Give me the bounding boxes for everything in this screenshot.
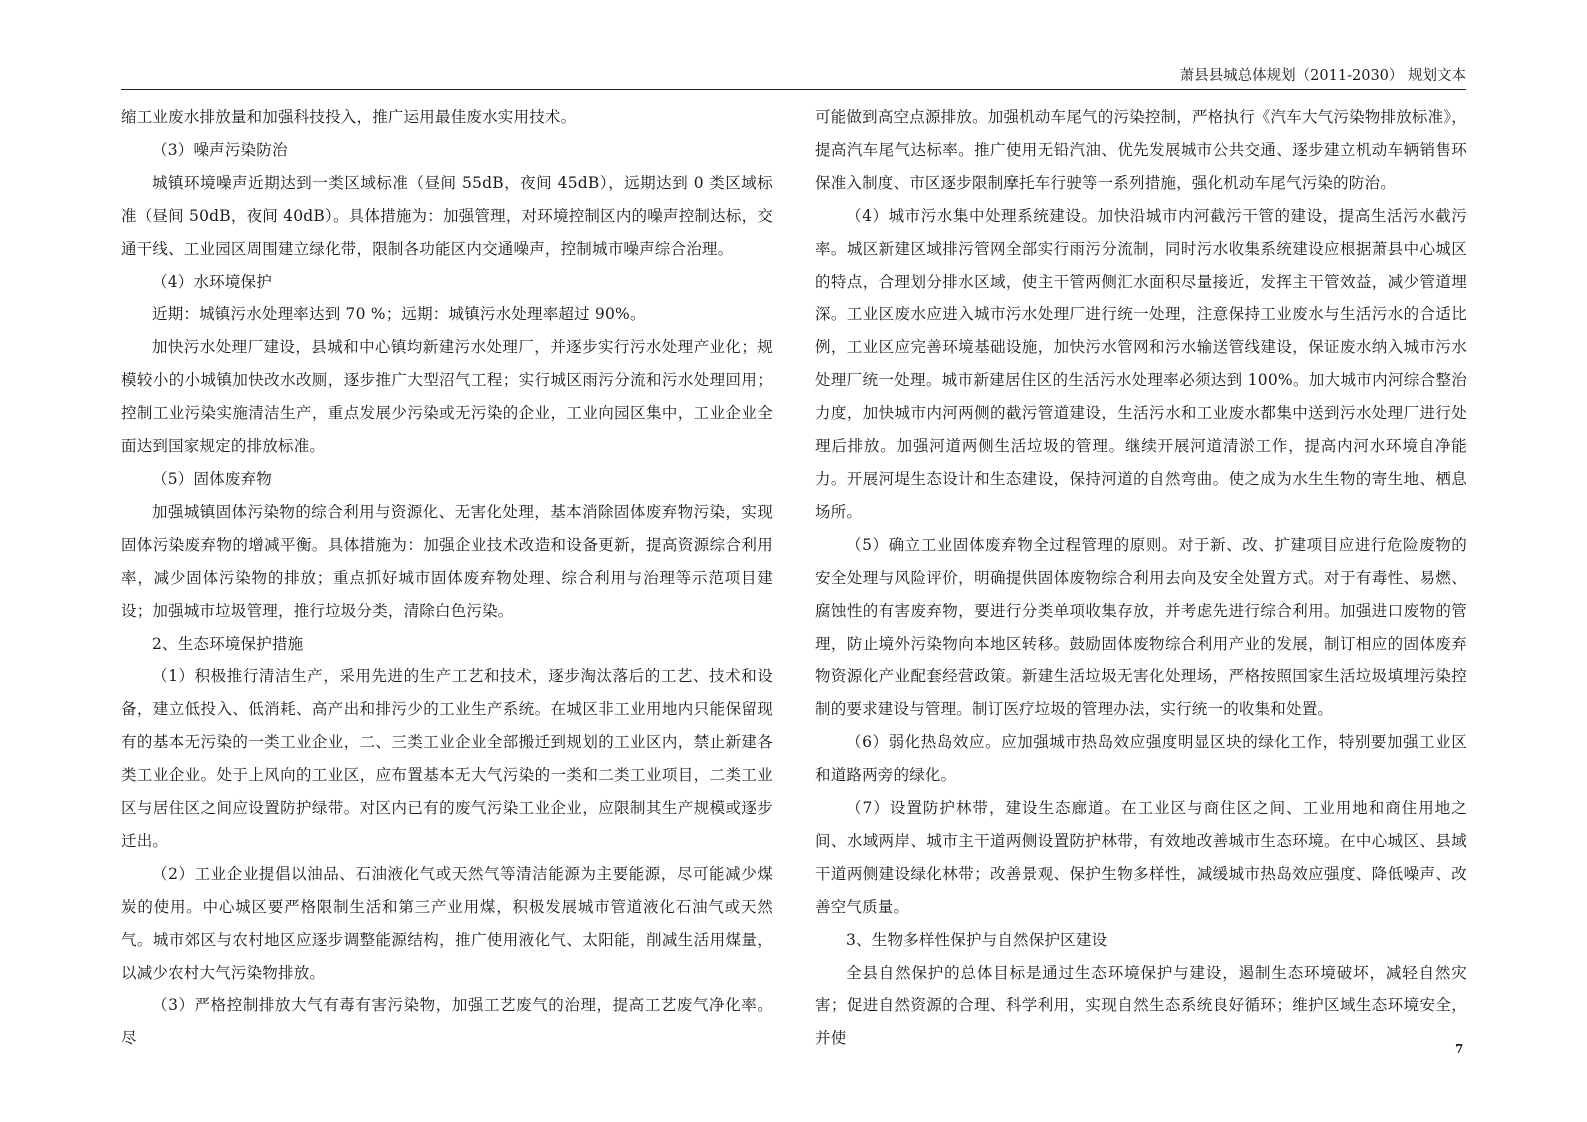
paragraph: 全县自然保护的总体目标是通过生态环境保护与建设，遏制生态环境破坏，减轻自然灾害；促进自然资源的合理、科学利用，实现自然生态系统良好循环；维护区域生态环境安全，并使 [815,963,1467,1048]
section-heading-water: （4）水环境保护 [152,272,272,291]
section-heading-noise: （3）噪声污染防治 [152,140,288,159]
paragraph: （3）严格控制排放大气有毒有害污染物，加强工艺废气的治理，提高工艺废气净化率。尽 [121,996,773,1048]
paragraph: （1）积极推行清洁生产，采用先进的生产工艺和技术，逐步淘汰落后的工艺、技术和设备，建立低投入、低消耗、高产出和排污少的工业生产系统。在城区非工业用地内只能保留现有的基本无污染的一类工业企业，二、三类工业企业全部搬迁到规划的工业区内，禁止新建各类工业企业。处于上风向的工业区，应布置基本无大气污染的一类和二类工业项目，二类工业区与居住区之间应设置防护绿带。对区内已有的废气污染工业企业，应限制其生产规模或逐步迁出。 [121,667,773,850]
page-number: 7 [1455,1042,1464,1056]
document-header-title: 萧县县城总体规划（2011-2030） 规划文本 [1179,68,1466,84]
paragraph: 城镇环境噪声近期达到一类区域标准（昼间 55dB，夜间 45dB），远期达到 0 类区域标准（昼间 50dB，夜间 40dB）。具体措施为：加强管理，对环境控制区内的噪声控制达标，交通干线、工业园区周围建立绿化带，限制各功能区内交通噪声，控制城市噪声综合治理。 [121,173,773,258]
paragraph: 近期：城镇污水处理率达到 70 %；远期：城镇污水处理率超过 90%。 [152,305,646,324]
paragraph: （4）城市污水集中处理系统建设。加快沿城市内河截污干管的建设，提高生活污水截污率。城区新建区域排污管网全部实行雨污分流制，同时污水收集系统建设应根据萧县中心城区的特点，合理划分排水区域，使主干管两侧汇水面积尽量接近，发挥主干管效益，减少管道埋深。工业区废水应进入城市污水处理厂进行统一处理，注意保持工业废水与生活污水的合适比例，工业区应完善环境基础设施，加快污水管网和污水输送管线建设，保证废水纳入城市污水处理厂统一处理。城市新建居住区的生活污水处理率必须达到 100%。加大城市内河综合整治力度，加快城市内河两侧的截污管道建设，生活污水和工业废水都集中送到污水处理厂进行处理后排放。加强河道两侧生活垃圾的管理。继续开展河道清淤工作，提高内河水环境自净能力。开展河堤生态设计和生态建设，保持河道的自然弯曲。使之成为水生生物的寄生地、栖息场所。 [815,206,1467,521]
paragraph: （2）工业企业提倡以油品、石油液化气或天然气等清洁能源为主要能源，尽可能减少煤炭的使用。中心城区要严格限制生活和第三产业用煤，积极发展城市管道液化石油气或天然气。城市郊区与农村地区应逐步调整能源结构，推广使用液化气、太阳能，削减生活用煤量，以减少农村大气污染物排放。 [121,864,773,982]
section-heading-ecology: 2、生态环境保护措施 [152,634,304,653]
section-heading-biodiversity: 3、生物多样性保护与自然保护区建设 [846,930,1108,949]
paragraph: （7）设置防护林带，建设生态廊道。在工业区与商住区之间、工业用地和商住用地之间、水域两岸、城市主干道两侧设置防护林带，有效地改善城市生态环境。在中心城区、县域干道两侧建设绿化林带；改善景观、保护生物多样性，减缓城市热岛效应强度、降低噪声、改善空气质量。 [815,799,1467,916]
paragraph: （5）确立工业固体废弃物全过程管理的原则。对于新、改、扩建项目应进行危险废物的安全处理与风险评价，明确提供固体废物综合利用去向及安全处置方式。对于有毒性、易燃、腐蚀性的有害废弃物，要进行分类单项收集存放，并考虑先进行综合利用。加强进口废物的管理，防止境外污染物向本地区转移。鼓励固体废物综合利用产业的发展，制订相应的固体废弃物资源化产业配套经营政策。新建生活垃圾无害化处理场，严格按照国家生活垃圾填埋污染控制的要求建设与管理。制订医疗垃圾的管理办法，实行统一的收集和处置。 [815,535,1467,719]
header-divider [121,89,1466,90]
paragraph: 加快污水处理厂建设，县城和中心镇均新建污水处理厂，并逐步实行污水处理产业化；规模较小的小城镇加快改水改厕，逐步推广大型沼气工程；实行城区雨污分流和污水处理回用；控制工业污染实施清洁生产，重点发展少污染或无污染的企业，工业向园区集中，工业企业全面达到国家规定的排放标准。 [121,338,773,456]
left-text-column [121,101,773,1055]
paragraph: 加强城镇固体污染物的综合利用与资源化、无害化处理，基本消除固体废弃物污染，实现固体污染废弃物的增减平衡。具体措施为：加强企业技术改造和设备更新，提高资源综合利用率，减少固体污染物的排放；重点抓好城市固体废弃物处理、综合利用与治理等示范项目建设；加强城市垃圾管理，推行垃圾分类，清除白色污染。 [121,502,773,620]
paragraph: （6）弱化热岛效应。应加强城市热岛效应强度明显区块的绿化工作，特别要加强工业区和道路两旁的绿化。 [815,733,1467,785]
paragraph: 可能做到高空点源排放。加强机动车尾气的污染控制，严格执行《汽车大气污染物排放标准》，提高汽车尾气达标率。推广使用无铅汽油、优先发展城市公共交通、逐步建立机动车辆销售环保准入制度、市区逐步限制摩托车行驶等一系列措施，强化机动车尾气污染的防治。 [815,108,1467,192]
section-heading-solid-waste: （5）固体废弃物 [152,469,272,488]
paragraph: 缩工业废水排放量和加强科技投入，推广运用最佳废水实用技术。 [121,108,577,126]
right-text-column [815,101,1467,1055]
